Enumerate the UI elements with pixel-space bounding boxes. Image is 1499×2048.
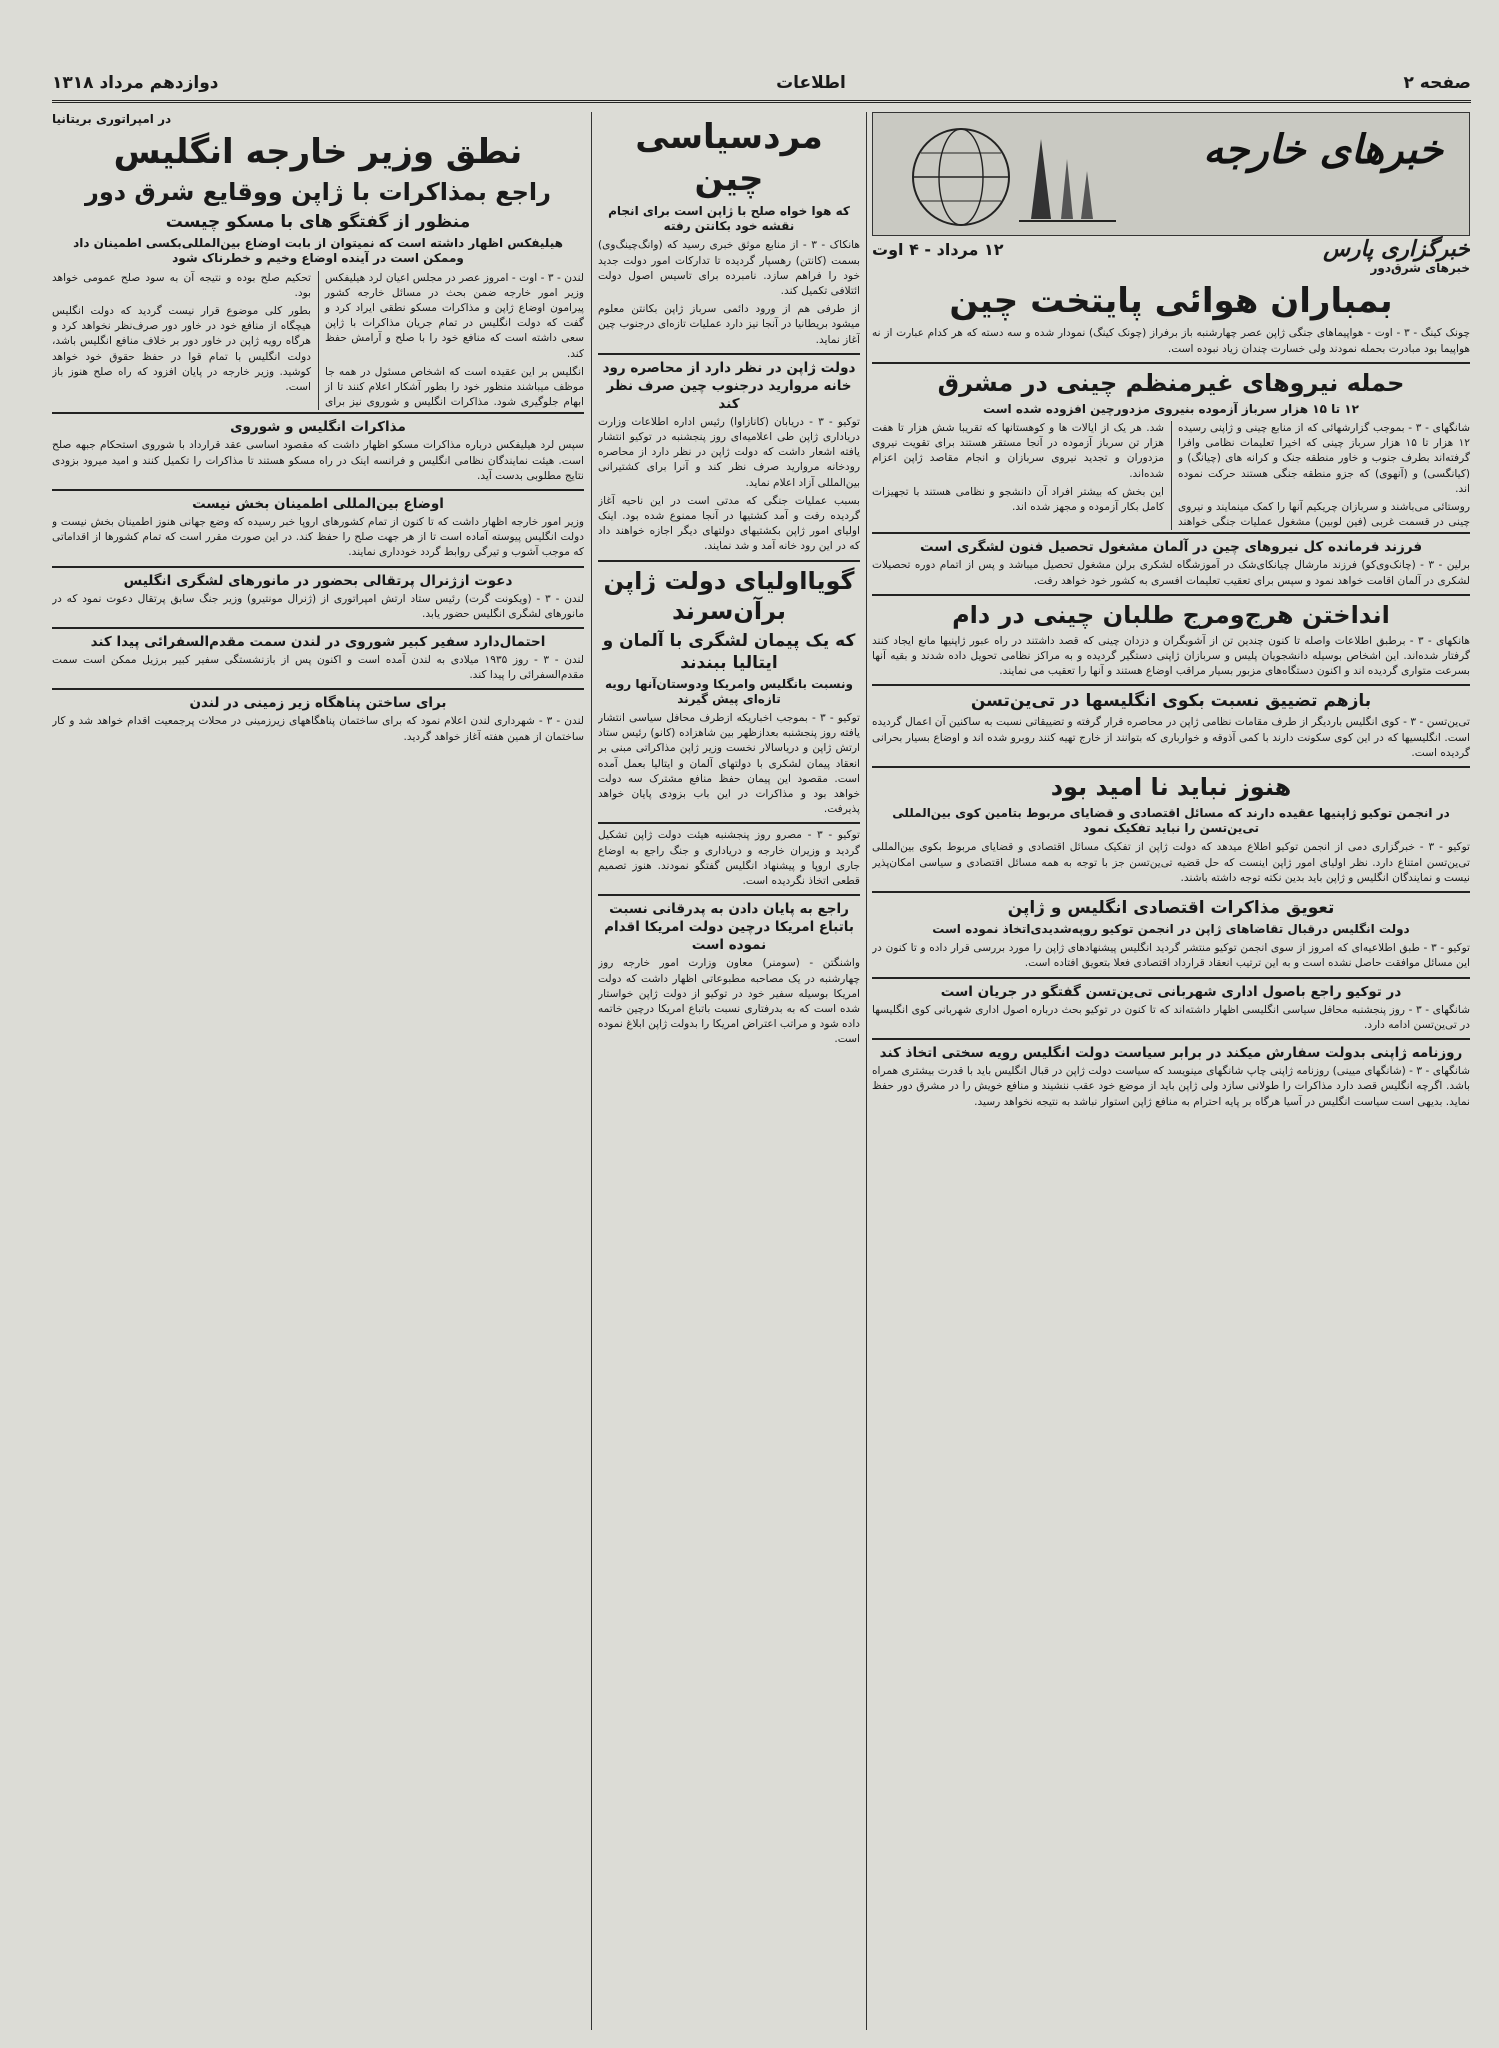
newspaper-name: اطلاعات xyxy=(776,73,846,93)
headline: نطق وزیر خارجه انگلیس xyxy=(113,132,523,173)
article-body: لندن - ۳ - (ویکونت گرت) رئیس ستاد ارتش امپراتوری از (ژنرال مونتیرو) وزیر جنگ سابق پرتقال دعوت نمود که در مانورهای لشگری انگلیس حضور یابد. xyxy=(52,592,584,620)
article-portuguese-general xyxy=(52,572,584,629)
headline: روزنامه ژاپنی بدولت سفارش میکند در برابر سیاست دولت انگلیس رویه سختی اتخاذ کند xyxy=(879,1045,1463,1062)
headline: انداختن هرج‌ومرج طلبان چینی در دام xyxy=(952,600,1390,629)
agency-name: خبرگزاری پارس xyxy=(1323,237,1470,262)
headline: بمباران هوائی پایتخت چین xyxy=(949,281,1393,322)
article-body: بسبب عملیات جنگی که مدتی است در این ناحیه آغاز گردیده رفت و آمد کشتیها در آنجا ممنوع شده بود. اینک اولیای امور ژاپن بکشتیهای دولتهای دیگر اجازه خواهند داد که در این رود خانه آمد و شد نمایند. xyxy=(598,494,860,553)
subheadline: ونسبت بانگلیس وامریکا ودوستان‌آنها رویه تازه‌ای پیش گیرند xyxy=(605,676,853,706)
article-body: هانکاک - ۳ - از منابع موثق خبری رسید که (وانگ‌چینگ‌وی) بسمت (کانتن) رهسپار گردیده تا تدارکات امور دولت جدید خود را فراهم سازد. نامبرده برای تاسیس اصول دولت ائتلافی تکمیل کند. xyxy=(598,239,860,298)
article-body: بطور کلی موضوع قرار نیست گردید که دولت انگلیس هیچگاه از منافع خود در خاور دور صرف‌نظر نخواهد کرد و هرگاه رویه ژاپن در خاور دور بر خلاف منافع انگلیس باشد، دولت انگلیس با تمام قوا در حفظ حقوق خود خواهد کوشید. وزیر خارجه در پایان افزود که راه صلح هنوز باز است. xyxy=(52,305,311,394)
article-body: شانگهای - ۳ - (شانگهای میینی) روزنامه ژاپنی چاپ شانگهای مینویسد که سیاست دولت ژاپن در قبال انگلیس باید با قدرت بیشتری همراه باشد. اگرچه انگلیس قصد دارد مذاکرات را طولانی سازد ولی ژاپن باید از موضع خود عقب ننشیند و منافع خویش را در مشرق دور حفظ نماید. بدیهی است سیاست انگلیس در آسیا هرگاه بر پایه احترام به منافع ژاپن استوار نباشد به نتیجه نخواهد رسید. xyxy=(872,1065,1470,1108)
article-economic-talks xyxy=(872,897,1470,979)
subheadline: که هوا خواه صلح با ژاپن است برای انجام نقشه خود بکانتن رفته xyxy=(608,204,850,234)
foreign-news-banner xyxy=(872,112,1470,236)
article-body: انگلیس بر این عقیده است که اشخاص مسئول در همه جا موظف میباشند منظور خود را بطور آشکار اعلام کنند تا از ابهام جلوگیری شود. مذاکرات انگلیس و شوروی نیز برای تحکیم صلح بوده و نتیجه آن به سود صلح عمومی خواهد بود. xyxy=(52,271,584,409)
subheadline: که یک پیمان لشگری با آلمان و ایتالیا ببندند xyxy=(602,630,856,673)
headline: برای ساختن پناهگاه زیر زمینی در لندن xyxy=(189,695,447,712)
article-body: لندن - ۳ - روز ۱۹۳۵ میلادی به لندن آمده است و اکنون پس از بازنشستگی سفیر کبیر برزیل ممکن است سمت مقدم‌السفرائی را پیدا کند. xyxy=(52,654,584,682)
column-divider xyxy=(591,112,592,2030)
article-body: سپس لرد هیلیفکس درباره مذاکرات مسکو اظهار داشت که مقصود اساسی عقد قرارداد با شوروی استحکام جبهه صلح است. هیئت نمایندگان نظامی انگلیس و فرانسه اینک در راه مسکو هستند تا مذاکرات را تکمیل کنند و امید میرود بزودی نتایج مطلوبی بدست آید. xyxy=(52,439,584,482)
article-pearl-river xyxy=(598,359,860,562)
article-chinese-politician xyxy=(598,116,860,355)
article-us-protest xyxy=(598,900,860,1047)
headline: هنوز نباید نا امید بود xyxy=(1050,773,1292,802)
globe-icon xyxy=(891,119,1121,229)
headline: اوضاع بین‌المللی اطمینان بخش نیست xyxy=(192,496,444,513)
headline: مذاکرات انگلیس و شوروی xyxy=(230,419,406,436)
article-anarchists-trap xyxy=(872,600,1470,687)
page-number: صفحه ۲ xyxy=(1403,73,1471,93)
subheadline: منظور از گفتگو های با مسکو چیست xyxy=(165,212,471,233)
article-police-admin xyxy=(872,983,1470,1040)
article-body: توکیو - ۳ - مصرو روز پنجشنبه هیئت دولت ژاپن تشکیل گردید و وزیران خارجه و دریاداری و جنگ راجع به اوضاع جاری اروپا و پیشنهاد انگلیس گفتگو نمودند. هنوز تصمیم قطعی اتخاذ نگردیده است. xyxy=(598,829,860,888)
article-body: برلین - ۳ - (چانک‌وی‌کو) فرزند مارشال چیانکای‌شک در آموزشگاه لشکری برلن مشغول تحصیل میباشد و پس از اتمام دوره تحصیلات لشکری در آلمان اقامت خواهد نمود و سپس برای تعقیب تعلیمات افسری به کشور خود خواهد رفت. xyxy=(872,559,1470,587)
article-body: توکیو - ۳ - خبرگزاری دمی از انجمن توکیو اطلاع میدهد که دولت ژاپن از تفکیک مسائل اقتصادی و قضایای مربوط بکوی بین‌المللی تی‌ین‌تسن امتناع دارد. نظر اولیای امور ژاپن اینست که حل قضیه تی‌ین‌تسن جز با توجه به همه مسائل اقتصادی و سیاسی امکان‌پذیر نیست و نمایندگان انگلیس و ژاپن باید بدین نکته توجه داشته باشند. xyxy=(872,841,1470,884)
article-body: این بخش که بیشتر افراد آن دانشجو و نظامی هستند با تجهیزات کامل بکار آزموده و مجهز شده اند. xyxy=(872,485,1164,514)
article-military-pact xyxy=(598,566,860,825)
middle-column xyxy=(598,112,860,2030)
headline: راجع به پایان دادن به پدرقانی نسبت باتباع امریکا درچین دولت امریکا اقدام نموده است xyxy=(604,901,854,954)
article-cabinet-meeting xyxy=(598,828,860,896)
article-body: هانکهای - ۳ - برطبق اطلاعات واصله تا کنون چندین تن از آشوبگران و دزدان چینی که قصد داشتند در راه عبور ژاپنیها مانع ایجاد کنند گرفتار شده‌اند. این اشخاص بوسیله دانشجویان پلیس و سربازان ژاپنی دستگیر گردیده و به مراکز نظامی تحویل داده شدند و بقیه آنها بسرعت متواری گردیده اند و اکنون دستگاه‌های مزبور بسیار مراقب اوضاع هستند و آنها را تعقیب می نمایند. xyxy=(872,634,1470,678)
article-air-raid-shelter xyxy=(52,694,584,744)
section-label: در امپراتوری بریتانیا xyxy=(52,112,172,126)
article-body: از طرفی هم از ورود دائمی سرباز ژاپن بکانتن معلوم میشود بریطانیا در آنجا نیز دارد عملیات تازه‌ای درجنوب چین آغاز نماید. xyxy=(598,303,860,346)
foreign-news-column xyxy=(872,112,1470,2030)
headline: گویااولیای دولت ژاپن برآن‌سرند xyxy=(603,566,855,625)
section-label: خبرهای شرق‌دور xyxy=(1370,261,1470,276)
article-not-hopeless xyxy=(872,772,1470,893)
article-body: توکیو - ۳ - بموجب اخباریکه ازطرف محافل سیاسی انتشار یافته روز پنجشنبه بعدازظهر بین شاهزاده (کانو) رئیس ستاد ارتش ژاپن و دریاسالار نخست وزیر ژاپن مذاکراتی مبنی بر انعقاد پیمان لشکری با دولتهای آلمان و ایتالیا بعمل آمده است. مقصود این پیمان حفظ منافع مشترک سه دولت خواهد بود و مذاکرات در این باب بزودی پایان خواهد پذیرفت. xyxy=(598,712,860,816)
subheadline: در انجمن توکیو ژاپنیها عقیده دارند که مسائل اقتصادی و قضایای مربوط بتامین کوی بین‌المللی تی‌ین‌تسن را نباید تفکیک نمود xyxy=(892,806,1450,836)
article-body: لندن - ۳ - اوت - امروز عصر در مجلس اعیان لرد هیلیفکس وزیر امور خارجه ضمن بحث در مسائل خارجه کشور پیرامون اوضاع ژاپن و مذاکرات مسکو نطقی ایراد کرد و گفت که دولت انگلیس در تمام جریان مذاکرات با ژاپن سعی داشته است که منافع خود را با صلح و آرامش حفظ کند. xyxy=(325,271,584,360)
headline: حمله نیروهای غیرمنظم چینی در مشرق xyxy=(937,368,1405,397)
headline: دولت ژاپن در نظر دارد از محاصره رود خانه مروارید درجنوب چین صرف نظر کند xyxy=(602,359,856,412)
article-body: روستائی می‌باشند و سربازان چریکیم آنها را کمک مینمایند و نیروی چینی در قسمت غربی (فین لوبین) مشغول عملیات جنگی خواهند شد. هر یک از ایالات ها و کوهستانها که تقریبا شش هزار تا هفت هزار تن سرباز آزموده در آنجا مستقر هستند برای تقویت نیروی مزدوران و تجدید نیروی سربازان و انجام مقاصد ژاپن اعزام شده‌اند. xyxy=(872,422,1470,529)
issue-date: دوازدهم مرداد ۱۳۱۸ xyxy=(52,73,219,93)
column-divider xyxy=(866,112,867,2030)
article-bombing xyxy=(872,280,1470,363)
article-body: لندن - ۳ - شهرداری لندن اعلام نمود که برای ساختمان پناهگاههای زیرزمینی در محلات پرجمعیت اقدام خواهد شد و کار ساختمان از همین هفته آغاز خواهد گردید. xyxy=(52,715,584,743)
subheadline: ۱۲ تا ۱۵ هزار سرباز آزموده بنیروی مزدورچین افزوده شده است xyxy=(983,401,1359,416)
headline: در توکیو راجع باصول اداری شهربانی تی‌ین‌تسن گفتگو در جریان است xyxy=(940,983,1402,1000)
article-anglo-soviet xyxy=(52,418,584,491)
article-soviet-ambassador xyxy=(52,633,584,690)
article-body: شانگهای - ۳ - بموجب گزارشهائی که از منابع چینی و ژاپنی رسیده ۱۲ هزار تا ۱۵ هزار سرباز چینی که اخیرا تعلیمات نظامی وافرا گرفته‌اند بطرف جنوب و خاور منطقه جنک و کرانه های (چیانگ) و (کیانگسی) و (آنهوی) که جزو منطقه جنگی هستند حرکت نموده اند. xyxy=(1178,422,1470,495)
headline: احتمال‌دارد سفیر کبیر شوروی در لندن سمت مقدم‌السفرائی پیدا کند xyxy=(90,634,546,651)
headline: فرزند فرمانده کل نیروهای چین در آلمان مشغول تحصیل فنون لشگری است xyxy=(919,539,1423,556)
news-date: ۱۲ مرداد - ۴ اوت xyxy=(872,240,1004,259)
article-foreign-secretary xyxy=(52,131,584,414)
article-commander-son xyxy=(872,538,1470,595)
article-body: واشنگتن - (سومنر) معاون وزارت امور خارجه روز چهارشنبه در یک مصاحبه مطبوعاتی اظهار داشت که دولت امریکا بوسیله سفیر خود در توکیو از دولت ژاپن خواستار شده است که به بدرفتاری نسبت باتباع امریکا درچین خاتمه داده شود و مراتب اعتراض امریکا را بدولت ژاپن ابلاغ نموده است. xyxy=(598,957,860,1046)
subheadline: هیلیفکس اظهار داشته است که نمیتوان از بابت اوضاع بین‌المللی‌بکسی اطمینان داد وممکن است در آینده اوضاع وخیم و خطرناک شود xyxy=(73,236,563,266)
article-body: توکیو - ۳ - دریابان (کانازاوا) رئیس اداره اطلاعات وزارت دریاداری ژاپن طی اعلامیه‌ای روز پنجشنبه در توکیو انتشار یافته اشعار داشت که دولت ژاپن در نظر دارد از محاصره رودخانه مروارید صرف نظر کند و آنرا برای کشتیرانی بین‌المللی آزاد اعلام نماید. xyxy=(598,415,860,489)
article-body: چونک کینگ - ۳ - اوت - هواپیماهای جنگی ژاپن عصر چهارشنبه باز برفراز (چونک کینگ) نمودار شده و سه دسته که هر کدام عبارت از نه هواپیما بود مبادرت بحمله نمودند ولی خسارت چندان زیاد نبوده است. xyxy=(872,327,1470,355)
article-intl-situation xyxy=(52,495,584,568)
article-body: وزیر امور خارجه اظهار داشت که تا کنون از تمام کشورهای اروپا خبر رسیده که وضع جهانی هنوز اطمینان بخش نیست و دولت انگلیس پیوسته آماده است تا از هر جهت صلح را حفظ کند. در این صورت مقرر است که تمام کشورها از اقداماتی که موجب آشوب و تیرگی روابط گردد خودداری نمایند. xyxy=(52,516,584,559)
headline: تعویق مذاکرات اقتصادی انگلیس و ژاپن xyxy=(1007,898,1335,919)
headline: دعوت ازژنرال پرتقالی بحضور در مانورهای لشگری انگلیس xyxy=(123,572,513,589)
article-british-concession xyxy=(872,690,1470,768)
article-body: توکیو - ۳ - طبق اطلاعیه‌ای که امروز از سوی انجمن توکیو منتشر گردید انگلیس پیشنهادهای ژاپن را مورد بررسی قرار داده و تا کنون در این مسائل موافقت حاصل نشده است و به این ترتیب انعقاد قرارداد اقتصادی فعلا بتعویق افتاده است. xyxy=(872,942,1470,970)
article-body: شانگهای - ۳ - روز پنجشنبه محافل سیاسی انگلیسی اظهار داشته‌اند که تا کنون در توکیو بحث درباره اصول اداری شهربانی کوی انگلیسها در تی‌ین‌تسن ادامه دارد. xyxy=(872,1003,1470,1031)
article-japanese-paper xyxy=(872,1044,1470,1110)
page-header xyxy=(52,66,1471,103)
subheadline: دولت انگلیس درقبال تقاضاهای ژاپن در انجمن توکیو روپه‌شدیدی‌اتخاذ نموده است xyxy=(932,922,1410,937)
agency-dateline xyxy=(872,237,1470,262)
article-irregular-forces xyxy=(872,368,1470,535)
headline: بازهم تضییق نسبت بکوی انگلیسها در تی‌ین‌تسن xyxy=(970,691,1372,712)
left-column xyxy=(52,112,584,2030)
subheadline: راجع بمذاکرات با ژاپن ووقایع شرق دور xyxy=(85,178,551,207)
headline: مردسیاسی چین xyxy=(635,117,823,199)
banner-title: خبرهای خارجه xyxy=(1203,127,1443,173)
article-body: تی‌ین‌تسن - ۳ - کوی انگلیس باردیگر از طرف مقامات نظامی ژاپن در محاصره قرار گرفته و تضییقاتی نسبت به ساکنین آن اعمال گردیده است. انگلیسیها که در این کوی سکونت دارند با کمی آذوقه و خوارباری که بتوانند از خارج تهیه کنند روبرو شده اند و اوضاع بسیار بحرانی گردیده است. xyxy=(872,716,1470,759)
